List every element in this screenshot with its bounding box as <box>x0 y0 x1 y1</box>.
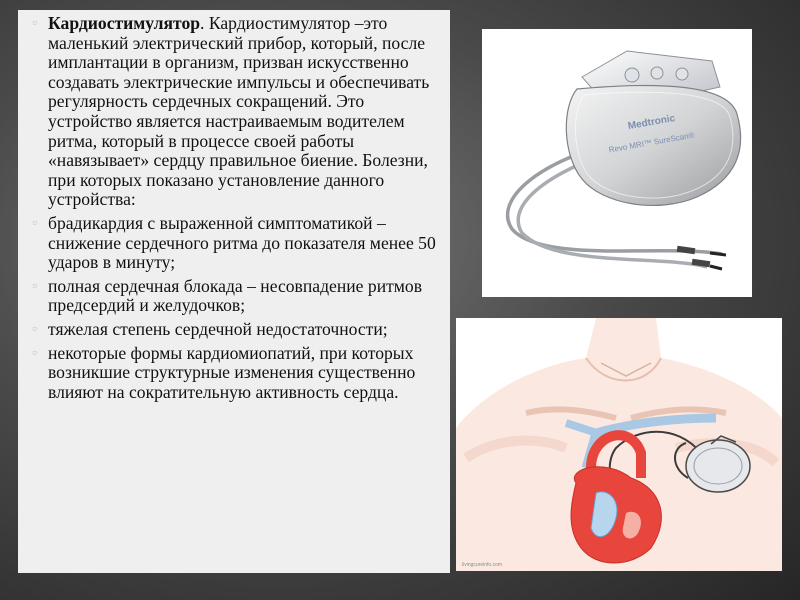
intro-text: . Кардиостимулятор –это маленький электрический прибор, который, после имплантации в организм, призван искусственно создавать электрические импульсы и обеспечивать регулярность сердечных сокращений. Это устройство является настраиваемым водителем ритма, который в процессе своей работы «навязывает» сердцу правильное биение. Болезни, при которых показано установление данного устройства: <box>48 13 430 210</box>
anatomy-illustration <box>456 318 782 571</box>
bullet-marker: ▫ <box>32 215 37 231</box>
intro-title: Кардиостимулятор <box>48 13 201 33</box>
bullet-marker: ▫ <box>32 321 37 337</box>
list-item <box>32 214 440 273</box>
list-item-text: тяжелая степень сердечной недостаточности; <box>48 318 388 339</box>
list-item <box>32 277 440 316</box>
bullet-marker: ▫ <box>32 16 37 31</box>
intro-paragraph <box>32 14 440 210</box>
chest-heart-illustration <box>456 318 782 571</box>
list-item-text: брадикардия с выраженной симптоматикой – снижение сердечного ритма до показателя менее 50 ударов в минуту; <box>48 212 436 273</box>
device-brand-label: Medtronic <box>627 112 677 133</box>
list-item <box>32 320 440 340</box>
list-item-text: некоторые формы кардиомиопатий, при которых возникшие структурные изменения существенно влияют на сократительную активность сердца. <box>48 342 416 402</box>
watermark: livingcureinfo.com <box>462 562 503 568</box>
list-item <box>32 344 440 403</box>
pacemaker-device-illustration <box>482 29 752 297</box>
pacemaker-photo <box>482 29 752 297</box>
bullet-marker: ▫ <box>32 278 37 294</box>
device-model-label: Revo MRI™ SureScan® <box>608 130 696 155</box>
bullet-marker: ▫ <box>32 345 37 361</box>
list-item-text: полная сердечная блокада – несовпадение ритмов предсердий и желудочков; <box>48 275 423 316</box>
text-panel <box>18 10 450 573</box>
